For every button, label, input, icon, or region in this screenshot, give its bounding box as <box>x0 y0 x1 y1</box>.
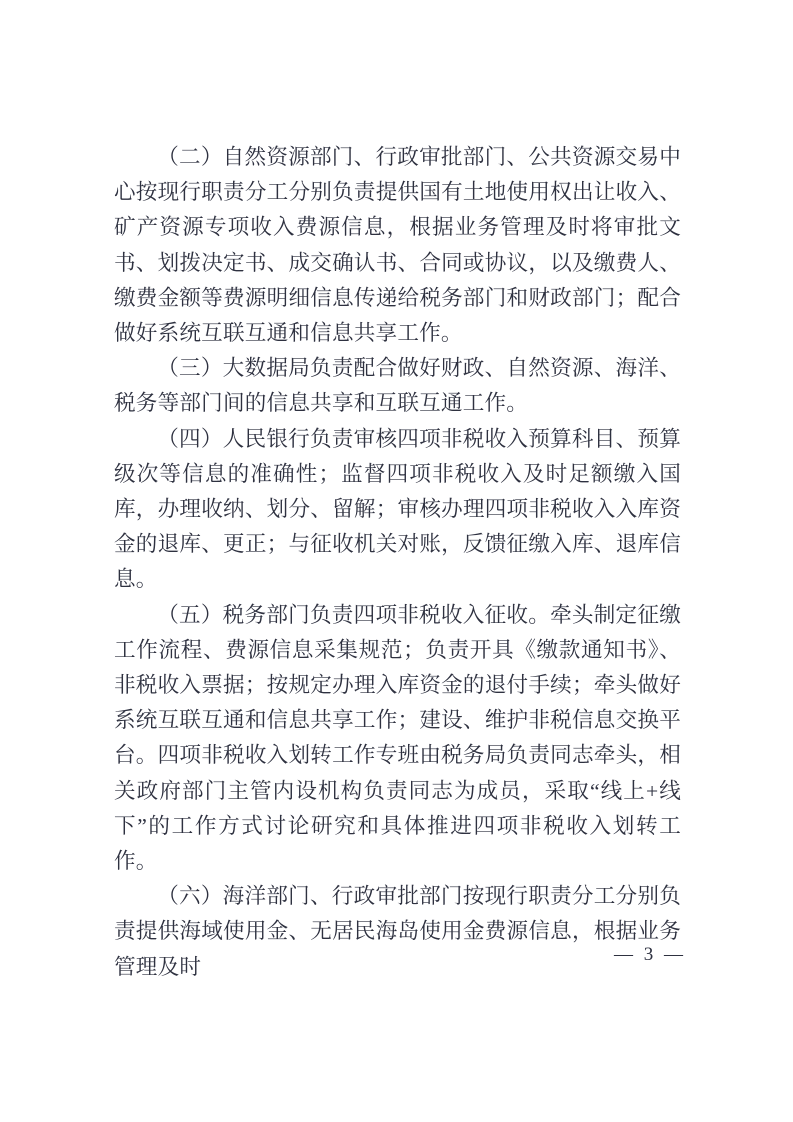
paragraph-item-4: （四）人民银行负责审核四项非税收入预算科目、预算级次等信息的准确性；监督四项非税收入及时足额缴入国库，办理收纳、划分、留解；审核办理四项非税收入入库资金的退库、更正；与征收机关对账，反馈征缴入库、退库信息。 <box>114 426 681 592</box>
page-number: — 3 — <box>614 944 686 965</box>
paragraph-item-2: （二）自然资源部门、行政审批部门、公共资源交易中心按现行职责分工分别负责提供国有土地使用权出让收入、矿产资源专项收入费源信息，根据业务管理及时将审批文书、划拨决定书、成交确认书、合同或协议，以及缴费人、缴费金额等费源明细信息传递给税务部门和财政部门；配合做好系统互联互通和信息共享工作。 <box>114 145 681 346</box>
paragraph-item-3: （三）大数据局负责配合做好财政、自然资源、海洋、税务等部门间的信息共享和互联互通工作。 <box>114 356 681 416</box>
paragraph-item-5: （五）税务部门负责四项非税收入征收。牵头制定征缴工作流程、费源信息采集规范；负责开具《缴款通知书》、非税收入票据；按规定办理入库资金的退付手续；牵头做好系统互联互通和信息共享工作；建设、维护非税信息交换平台。四项非税收入划转工作专班由税务局负责同志牵头，相关政府部门主管内设机构负责同志为成员，采取“线上+线下”的工作方式讨论研究和具体推进四项非税收入划转工作。 <box>114 602 681 874</box>
document-body <box>114 140 681 985</box>
paragraph-item-6: （六）海洋部门、行政审批部门按现行职责分工分别负责提供海域使用金、无居民海岛使用金费源信息，根据业务管理及时 <box>114 884 681 979</box>
